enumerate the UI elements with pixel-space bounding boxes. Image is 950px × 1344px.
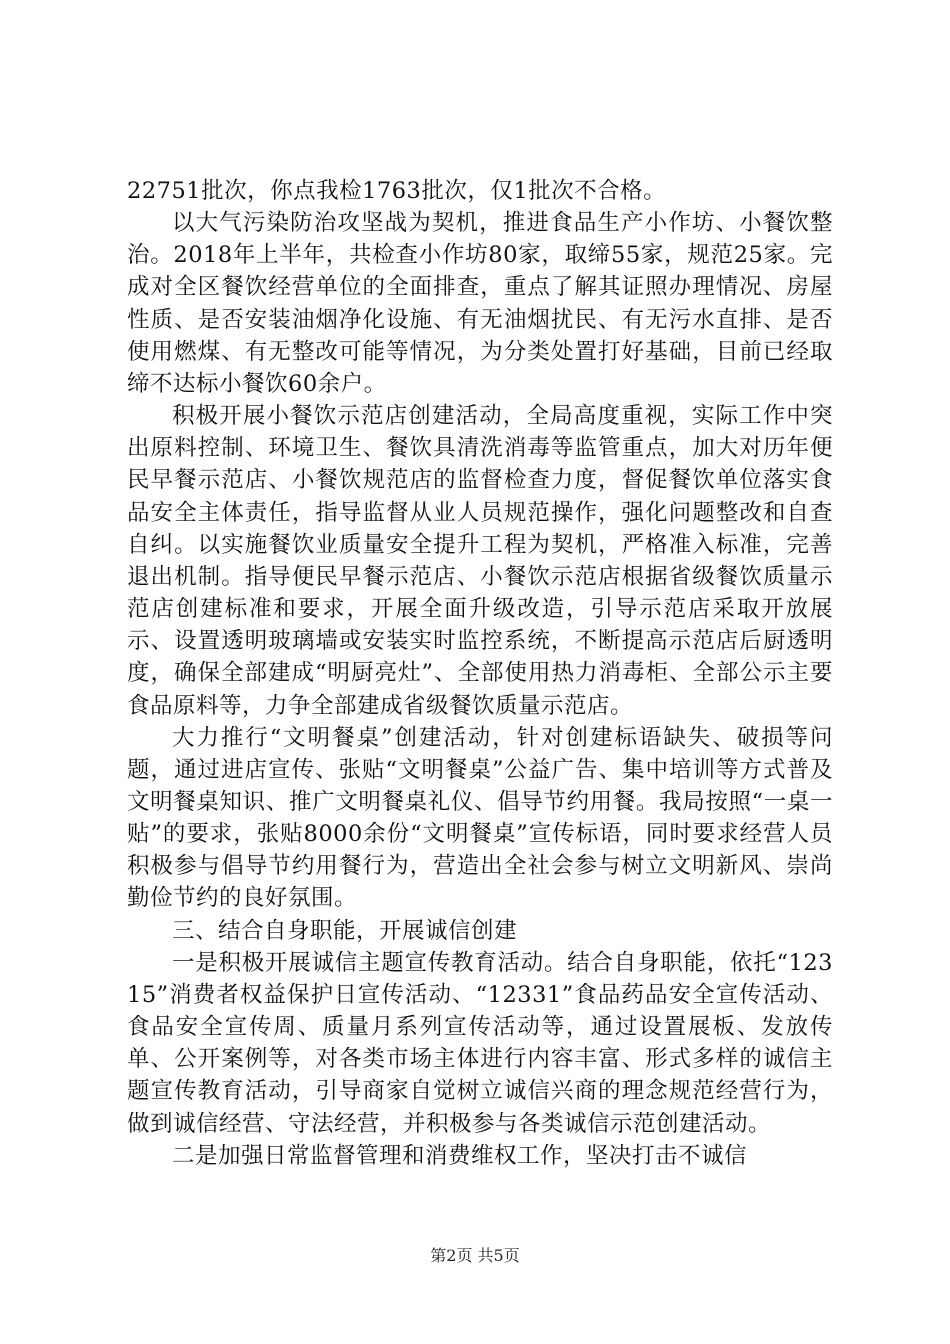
paragraph-supervision: 二是加强日常监督管理和消费维权工作，坚决打击不诚信 — [172, 1142, 748, 1169]
paragraph-workshop-rectification: 以大气污染防治攻坚战为契机，推进食品生产小作坊、小餐饮整治。2018年上半年，共检查小作坊80家，取缔55家，规范25家。完成对全区餐饮经营单位的全面排查，重点了解其证照办理情况、房屋性质、是否安装油烟净化设施、有无油烟扰民、有无污水直排、是否使用燃煤、有无整改可能等情况，为分类处置打好基础，目前已经取缔不达标小餐饮60余户。 — [127, 210, 833, 397]
paragraph-demo-store: 积极开展小餐饮示范店创建活动，全局高度重视，实际工作中突出原料控制、环境卫生、餐饮具清洗消毒等监管重点，加大对历年便民早餐示范店、小餐饮规范店的监督检查力度，督促餐饮单位落实食品安全主体责任，指导监督从业人员规范操作，强化问题整改和自查自纠。以实施餐饮业质量安全提升工程为契机，严格准入标准，完善退出机制。指导便民早餐示范店、小餐饮示范店根据省级餐饮质量示范店创建标准和要求，开展全面升级改造，引导示范店采取开放展示、设置透明玻璃墙或安装实时监控系统，不断提高示范店后厨透明度，确保全部建成“明厨亮灶”、全部使用热力消毒柜、全部公示主要食品原料等，力争全部建成省级餐饮质量示范店。 — [127, 403, 833, 719]
section-heading: 三、结合自身职能，开展诚信创建 — [172, 917, 518, 944]
paragraph-integrity-education: 一是积极开展诚信主题宣传教育活动。结合自身职能，依托“12315”消费者权益保护日宣传活动、“12331”食品药品安全宣传活动、食品安全宣传周、质量月系列宣传活动等，通过设置展板、发放传单、公开案例等，对各类市场主体进行内容丰富、形式多样的诚信主题宣传教育活动，引导商家自觉树立诚信兴商的理念规范经营行为，做到诚信经营、守法经营，并积极参与各类诚信示范创建活动。 — [127, 949, 833, 1137]
paragraph-civilized-table: 大力推行“文明餐桌”创建活动，针对创建标语缺失、破损等问题，通过进店宣传、张贴“文明餐桌”公益广告、集中培训等方式普及文明餐桌知识、推广文明餐桌礼仪、倡导节约用餐。我局按照“一桌一贴”的要求，张贴8000余份“文明餐桌”宣传标语，同时要求经营人员积极参与倡导节约用餐行为，营造出全社会参与树立文明新风、崇尚勤俭节约的良好氛围。 — [127, 724, 833, 912]
paragraph-continued: 22751批次，你点我检1763批次，仅1批次不合格。 — [127, 178, 667, 204]
page-footer: 第2页 共5页 — [430, 1246, 520, 1265]
document-body — [127, 175, 833, 1172]
